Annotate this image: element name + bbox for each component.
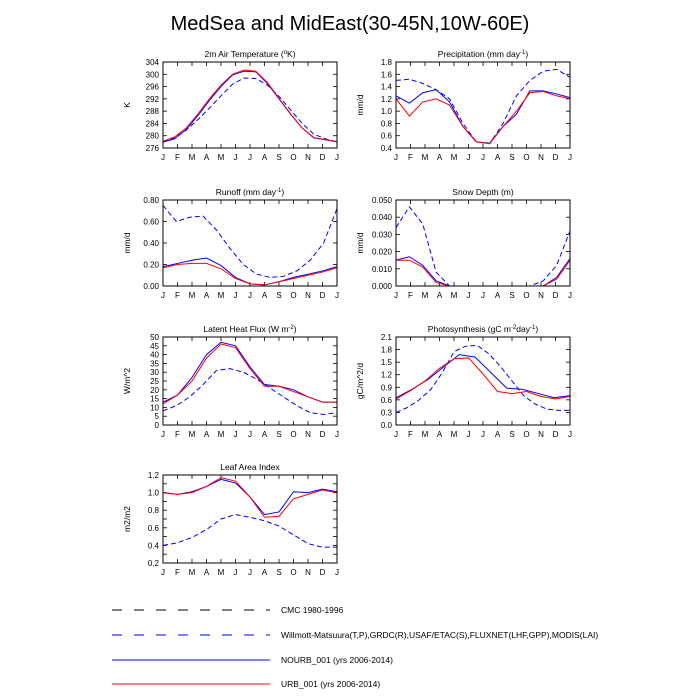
y-tick-label: 20 (150, 385, 159, 395)
panel-frame (396, 337, 570, 425)
panel-title: Latent Heat Flux (W $m^{-2}$) (203, 324, 297, 334)
x-tick-label: M (217, 291, 225, 300)
x-tick-label: J (248, 568, 252, 577)
series-obs-line (163, 78, 337, 142)
y-tick-label: 304 (145, 58, 159, 67)
x-tick-label: M (421, 430, 429, 439)
x-tick-label: A (203, 153, 210, 162)
series-urb-line (163, 478, 337, 518)
x-tick-label: J (481, 430, 485, 439)
y-tick-label: 45 (150, 341, 159, 351)
y-tick-label: 40 (150, 350, 159, 360)
x-tick-label: J (248, 430, 252, 439)
y-tick-label: 0.8 (147, 506, 159, 516)
y-tick-label: 0.9 (380, 383, 392, 393)
panel-frame (396, 62, 570, 148)
y-tick-label: 1.4 (380, 82, 392, 92)
panel-title: Photosynthesis (gC $m^{-2}day^{-1}$) (427, 324, 539, 334)
y-tick-label: 35 (150, 359, 159, 369)
x-tick-label: F (175, 291, 180, 300)
y-tick-label: 1.2 (147, 471, 159, 480)
series-obs-line (396, 345, 570, 412)
x-tick-label: J (335, 430, 339, 439)
y-tick-label: 30 (150, 368, 159, 378)
y-tick-label: 0.020 (371, 247, 392, 257)
x-tick-label: A (203, 291, 210, 300)
panel-title: Snow Depth (m) (452, 187, 514, 197)
x-tick-label: A (261, 568, 268, 577)
y-tick-label: 0.6 (380, 131, 392, 141)
x-tick-label: A (203, 568, 210, 577)
panel-precip (355, 49, 572, 162)
y-tick-label: 1.6 (380, 70, 392, 80)
x-tick-label: J (161, 291, 165, 300)
y-tick-label: 0.40 (143, 239, 159, 248)
y-tick-label: 0.6 (380, 395, 392, 405)
y-tick-label: 0.8 (380, 119, 392, 129)
y-axis-label: m2/m2 (122, 506, 132, 532)
x-tick-label: F (175, 568, 180, 577)
y-tick-label: 1.2 (380, 94, 392, 104)
series-urb-line (396, 91, 570, 143)
legend-label: Willmott-Matsuura(T,P),GRDC(R),USAF/ETAC(S),FLUXNET(LHF,GPP),MODIS(LAI) (281, 630, 599, 640)
legend-entry-urb (112, 679, 380, 689)
series-obs-line (163, 369, 337, 415)
x-tick-label: D (319, 430, 326, 439)
x-tick-label: A (261, 291, 268, 300)
panel-title: Runoff (mm day$^{-1}$) (215, 187, 285, 197)
x-tick-label: A (203, 430, 210, 439)
x-tick-label: J (335, 153, 339, 162)
y-tick-label: 1.0 (147, 488, 159, 498)
legend (112, 605, 598, 689)
y-tick-label: 0.000 (371, 282, 392, 291)
x-tick-label: J (394, 153, 398, 162)
x-tick-label: J (335, 291, 339, 300)
x-tick-label: F (408, 153, 413, 162)
x-tick-label: J (248, 153, 252, 162)
y-tick-label: 0 (154, 421, 159, 430)
y-tick-label: 15 (150, 394, 159, 404)
x-tick-label: O (523, 430, 530, 439)
x-tick-label: A (436, 291, 443, 300)
panel-title: Leaf Area Index (220, 462, 280, 472)
y-tick-label: 0.6 (147, 523, 159, 533)
panel-frame (163, 475, 337, 563)
x-tick-label: M (188, 430, 196, 439)
figure-title: MedSea and MidEast(30-45N,10W-60E) (170, 13, 530, 35)
legend-entry-cmc (112, 605, 344, 615)
x-tick-label: A (261, 153, 268, 162)
panel-snow (355, 187, 572, 300)
x-tick-label: J (233, 153, 238, 162)
series-urb-line (163, 263, 337, 285)
x-tick-label: M (450, 291, 458, 300)
y-tick-label: 0.3 (380, 408, 392, 418)
x-tick-label: J (161, 568, 165, 577)
x-tick-label: O (290, 430, 297, 439)
series-obs-line (163, 205, 337, 277)
series-obs-line (163, 515, 337, 548)
x-tick-label: F (408, 430, 413, 439)
x-tick-label: M (188, 153, 196, 162)
y-tick-label: 0.80 (143, 196, 159, 205)
x-tick-label: S (509, 291, 515, 300)
x-tick-label: J (233, 568, 238, 577)
x-tick-label: O (523, 153, 530, 162)
y-tick-label: 0.60 (143, 217, 159, 227)
legend-label: NOURB_001 (yrs 2006-2014) (281, 655, 393, 665)
x-tick-label: M (421, 291, 429, 300)
x-tick-label: S (276, 153, 282, 162)
series-urb-line (163, 344, 337, 404)
y-tick-label: 2.1 (380, 333, 392, 342)
y-tick-label: 276 (145, 144, 159, 153)
y-axis-label: K (122, 102, 132, 108)
y-tick-label: 1.8 (380, 58, 392, 67)
legend-entry-nourb (112, 655, 393, 665)
x-tick-label: A (261, 430, 268, 439)
y-tick-label: 280 (145, 131, 159, 141)
y-tick-label: 50 (150, 333, 159, 342)
x-tick-label: F (175, 430, 180, 439)
legend-label: URB_001 (yrs 2006-2014) (281, 679, 381, 689)
panel-temp (122, 49, 339, 162)
y-axis-label: mm/d (355, 94, 365, 116)
y-tick-label: 0.030 (371, 230, 392, 240)
x-tick-label: N (305, 291, 311, 300)
x-tick-label: M (421, 153, 429, 162)
x-tick-label: J (233, 430, 238, 439)
x-tick-label: M (450, 430, 458, 439)
panel-lai (122, 462, 339, 577)
x-tick-label: N (305, 568, 311, 577)
x-tick-label: A (494, 430, 501, 439)
x-tick-label: J (481, 153, 485, 162)
x-tick-label: A (436, 430, 443, 439)
x-tick-label: M (217, 568, 225, 577)
series-nourb-line (396, 355, 570, 398)
y-tick-label: 5 (154, 412, 159, 422)
panel-gpp (355, 324, 572, 439)
x-tick-label: J (394, 430, 398, 439)
x-tick-label: S (276, 568, 282, 577)
series-nourb-line (396, 257, 570, 286)
x-tick-label: S (276, 291, 282, 300)
panel-title: Precipitation (mm day$^{-1}$) (437, 49, 529, 59)
series-nourb-line (163, 258, 337, 285)
y-tick-label: 0.2 (147, 559, 159, 568)
x-tick-label: M (217, 153, 225, 162)
x-tick-label: M (450, 153, 458, 162)
legend-label: CMC 1980-1996 (281, 605, 344, 615)
x-tick-label: N (538, 153, 544, 162)
y-tick-label: 0.010 (371, 264, 392, 274)
x-tick-label: D (552, 153, 559, 162)
x-tick-label: J (161, 153, 165, 162)
y-axis-label: mm/d (122, 232, 132, 254)
x-tick-label: O (523, 291, 530, 300)
x-tick-label: A (494, 291, 501, 300)
y-tick-label: 0.4 (147, 541, 159, 551)
y-tick-label: 1.2 (380, 370, 392, 380)
y-tick-label: 0.4 (380, 144, 392, 153)
y-tick-label: 300 (145, 70, 159, 80)
y-tick-label: 1.0 (380, 107, 392, 117)
x-tick-label: J (568, 430, 572, 439)
x-tick-label: S (509, 153, 515, 162)
y-tick-label: 25 (150, 377, 159, 386)
x-tick-label: J (335, 568, 339, 577)
y-tick-label: 292 (145, 94, 159, 104)
x-tick-label: S (276, 430, 282, 439)
x-tick-label: M (217, 430, 225, 439)
series-urb-line (396, 358, 570, 399)
x-tick-label: J (248, 291, 252, 300)
x-tick-label: D (319, 568, 326, 577)
x-tick-label: J (233, 291, 238, 300)
x-tick-label: D (319, 153, 326, 162)
y-axis-label: W/m^2 (122, 367, 132, 395)
x-tick-label: D (552, 291, 559, 300)
panels-group (122, 49, 572, 577)
x-tick-label: J (568, 153, 572, 162)
x-tick-label: F (408, 291, 413, 300)
y-tick-label: 0.0 (380, 421, 392, 430)
panel-runoff (122, 187, 339, 300)
x-tick-label: N (305, 153, 311, 162)
y-tick-label: 1.5 (380, 358, 392, 368)
x-tick-label: O (290, 153, 297, 162)
y-tick-label: 296 (145, 82, 159, 92)
panel-lhf (122, 324, 339, 439)
x-tick-label: D (552, 430, 559, 439)
x-tick-label: N (305, 430, 311, 439)
y-tick-label: 0.20 (143, 260, 159, 270)
x-tick-label: J (394, 291, 398, 300)
y-tick-label: 0.040 (371, 213, 392, 223)
y-tick-label: 0.00 (143, 282, 159, 291)
series-obs-line (396, 207, 570, 286)
x-tick-label: N (538, 291, 544, 300)
x-tick-label: A (494, 153, 501, 162)
x-tick-label: O (290, 291, 297, 300)
x-tick-label: N (538, 430, 544, 439)
x-tick-label: O (290, 568, 297, 577)
series-obs-line (396, 69, 570, 143)
y-tick-label: 0.050 (371, 196, 392, 205)
x-tick-label: A (436, 153, 443, 162)
x-tick-label: J (161, 430, 165, 439)
series-nourb-line (163, 342, 337, 402)
x-tick-label: M (188, 568, 196, 577)
y-axis-label: mm/d (355, 232, 365, 254)
x-tick-label: D (319, 291, 326, 300)
x-tick-label: S (509, 430, 515, 439)
x-tick-label: J (466, 153, 471, 162)
x-tick-label: J (466, 291, 471, 300)
y-axis-label: gC/m^2/d (355, 362, 365, 400)
x-tick-label: J (466, 430, 471, 439)
x-tick-label: J (568, 291, 572, 300)
y-tick-label: 288 (145, 107, 159, 117)
panel-frame (396, 200, 570, 286)
y-tick-label: 284 (145, 119, 159, 129)
legend-entry-obs (112, 630, 598, 640)
series-nourb-line (396, 90, 570, 143)
y-tick-label: 1.8 (380, 345, 392, 355)
y-tick-label: 10 (150, 403, 159, 413)
x-tick-label: J (481, 291, 485, 300)
panel-title: 2m Air Temperature ($^o$K) (204, 49, 296, 59)
x-tick-label: F (175, 153, 180, 162)
x-tick-label: M (188, 291, 196, 300)
